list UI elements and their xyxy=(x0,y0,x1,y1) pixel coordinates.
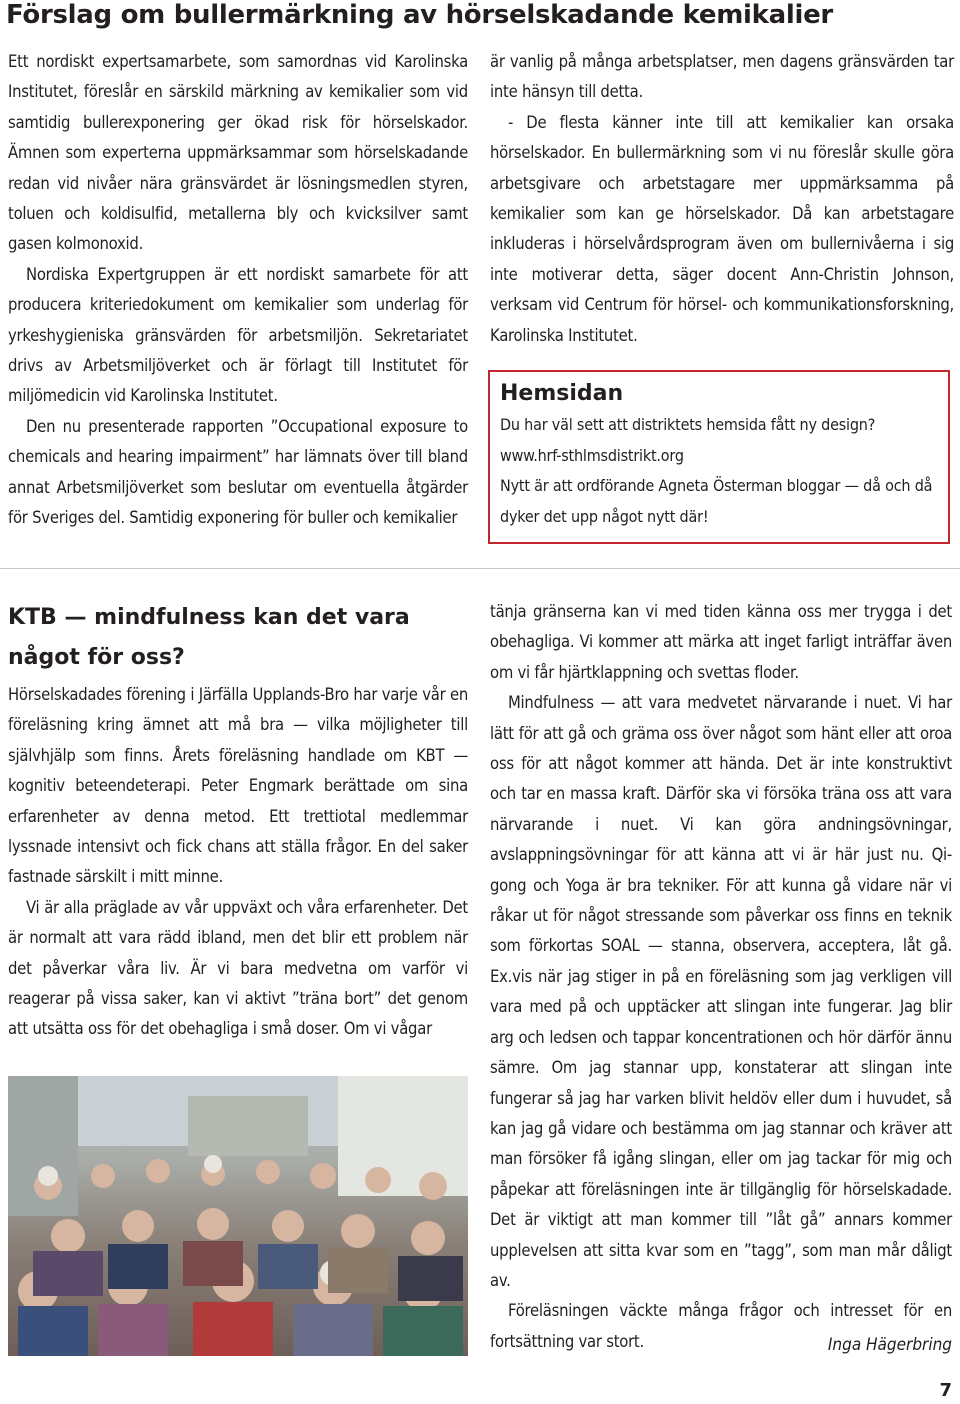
website-link[interactable]: www.hrf-sthlmsdistrikt.org xyxy=(500,445,684,465)
box-text: Nytt är att ordförande Agneta Österman bloggar — då och då dyker det upp något nytt där! xyxy=(500,476,933,526)
box-text: Du har väl sett att distriktets hemsida fått ny design? xyxy=(500,415,876,434)
paragraph: Nordiska Expertgruppen är ett nordiskt samarbete för att producera kriteriedokument om kemikalier som underlag för yrkeshygieniska gränsvärden för arbetsmiljön. Sekretariatet drivs av Arbetsmiljöverket och är förlagt till Institutet för miljömedicin vid Karolinska Institutet. xyxy=(8,264,468,406)
hemsidan-box xyxy=(488,370,950,544)
paragraph: Vi är alla präglade av vår uppväxt och våra erfarenheter. Det är normalt att vara rädd ibland, men det blir ett problem när det påverkar våra liv. Är vi bara medvetna om varför vi reagerar på vissa saker, kan vi aktivt ”träna bort” det genom att utsätta oss för det obehagliga i små doser. Om vi vågar xyxy=(8,897,468,1039)
paragraph: Mindfulness — att vara medvetet närvarande i nuet. Vi har lätt för att gå och gräma oss över något som hänt eller att oroa oss för att något kommer att hända. Det är inte konstruktivt och tar en massa kraft. Därför ska vi försöka träna oss att vara närvarande i nuet. Vi kan göra andningsövningar, avslappningsövningar för att känna att vi är här just nu. Qi-gong och Yoga är bra tekniker. För att kunna gå vidare när vi råkar ut för något stressande som påverkar oss finns en teknik som förkortas SOAL — stanna, observera, acceptera, låt gå. Ex.vis när jag stiger in på en föreläsning som jag verkligen vill vara med på och upptäcker att slingan inte fungerar. Jag blir arg och ledsen och tappar koncentrationen och hör därför ännu sämre. Om jag stannar upp, konstaterar att slingan inte fungerar så jag har varken blivit heldöv eller dum i huvudet, så kan jag gå vidare och bestämma om jag stannar och kräver att man försöker få igång slingan, eller om jag tackar för mig och påpekar att föreläsningen inte är tillgänglig för hörselskadade. Det är viktigt att man kommer till ”låt gå” annars kommer upplevelsen att sitta kvar som en ”tagg”, som man mår dåligt av. xyxy=(490,693,952,1290)
paragraph: Föreläsningen väckte många frågor och intresset för en fortsättning var stort. xyxy=(490,1301,952,1351)
paragraph: tänja gränserna kan vi med tiden känna oss mer trygga i det obehagliga. Vi kommer att märka att inget farligt inträffar även om vi får hjärtklappning och svettas floder. xyxy=(490,602,952,682)
page-number: 7 xyxy=(939,1380,952,1401)
quote-paragraph: - De flesta känner inte till att kemikalier kan orsaka hörselskador. En bullermärkning som vi nu föreslår skulle göra arbetsgivare och arbetstagare mer uppmärksamma på kemikalier som kan ge hörselskador. Då kan arbetstagare inkluderas i hörselvårdsprogram även om bullernivåerna i sig inte motiverar detta, säger docent Ann-Christin Johnson, verksam vid Centrum för hörsel- och kommunikationsforskning, Karolinska Institutet. xyxy=(490,112,954,345)
article-title: Förslag om bullermärkning av hörselskadande kemikalier xyxy=(6,0,833,30)
audience-photo xyxy=(8,1076,468,1356)
audience-photo-illustration xyxy=(8,1076,468,1356)
article-left-column xyxy=(8,47,468,534)
author-signature: Inga Hägerbring xyxy=(827,1335,952,1355)
ktb-right-column xyxy=(490,597,952,1357)
paragraph: Ett nordiskt expertsamarbete, som samordnas vid Karolinska Institutet, föreslår en särskild märkning av kemikalier som vid samtidig bullerexponering ger ökad risk för hörselskador. Ämnen som experterna uppmärksammar som hörselskadande redan vid nivåer nära gränsvärdet är lösningsmedlen styren, toluen och koldisulfid, metallerna bly och kvicksilver samt gasen kolmonoxid. xyxy=(8,52,468,254)
paragraph: är vanlig på många arbetsplatser, men dagens gränsvärden tar inte hänsyn till detta. xyxy=(490,52,954,102)
article-right-column xyxy=(490,47,954,351)
section-divider xyxy=(0,568,960,569)
ktb-article-title: KTB — mindfulness kan det vara något för oss? xyxy=(8,605,410,670)
paragraph: Hörselskadades förening i Järfälla Upplands-Bro har varje vår en föreläsning kring ämnet att må bra — vilka möjligheter till självhjälp som finns. Årets föreläsning handlade om KBT — kognitiv beteendeterapi. Peter Engmark berättade om sina erfarenheter av denna metod. Ett trettiotal medlemmar lyssnade intensivt och fick chans att ställa frågor. En del saker fastnade särskilt i mitt minne. xyxy=(8,685,468,887)
ktb-left-column xyxy=(8,680,468,1045)
box-title: Hemsidan xyxy=(500,381,624,406)
paragraph: Den nu presenterade rapporten ”Occupational exposure to chemicals and hearing impairment” har lämnats över till bland annat Arbetsmiljöverket som beslutar om eventuella åtgärder för Sveriges del. Samtidig exponering för buller och kemikalier xyxy=(8,416,468,528)
